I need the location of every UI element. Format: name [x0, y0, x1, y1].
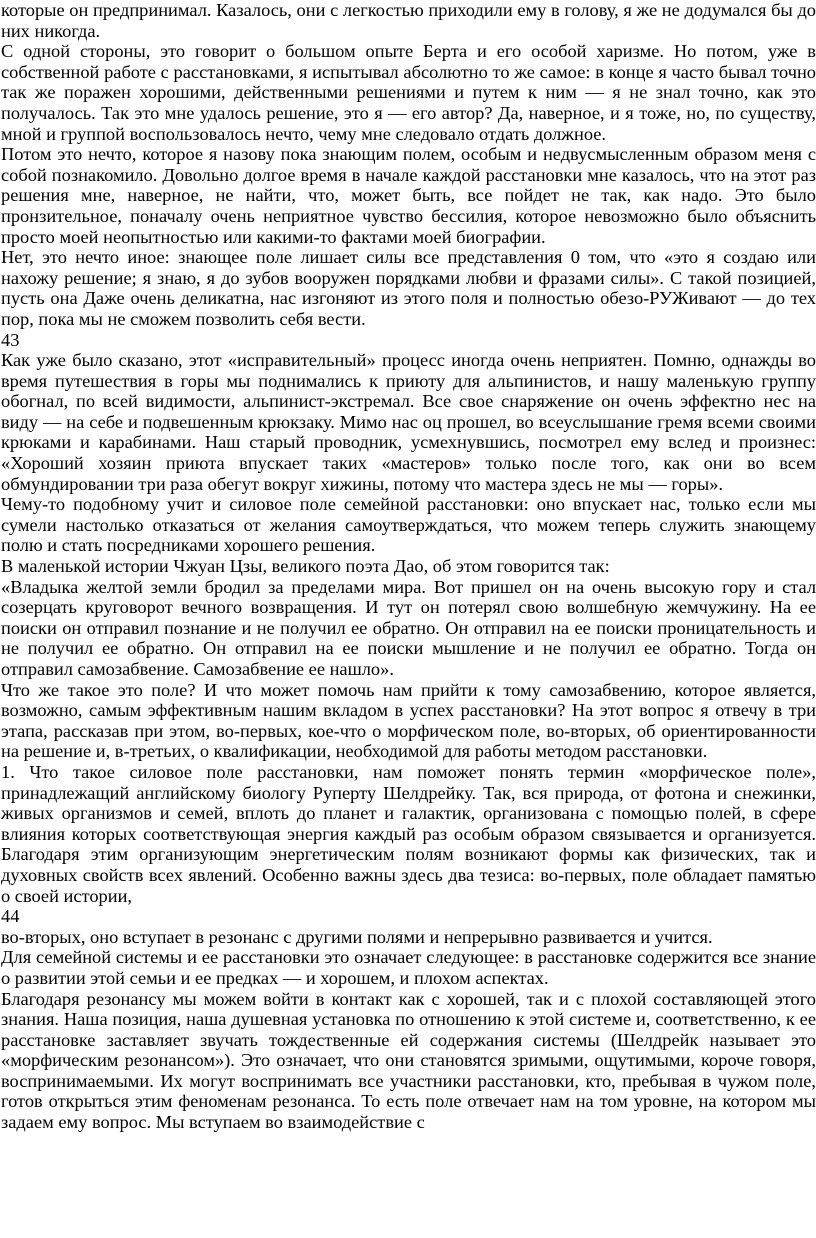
paragraph: 1. Что такое силовое поле расстановки, нам поможет понять термин «морфическое поле», принадлежащий английскому биологу Руперту Шелдрейку. Так, вся природа, от фотона и снежинки, живых организмов и семей, вплоть до планет и галактик, организована с помощью полей, в сфере влияния которых соответствующая энергия каждый раз особым образом связывается и организуется. Благодаря этим организующим энергетическим полям возникают формы как физических, так и духовных свойств всех явлений. Особенно важны здесь два тезиса: во-первых, поле обладает памятью о своей истории, — [1, 761, 816, 906]
paragraph: Чему-то подобному учит и силовое поле семейной расстановки: оно впускает нас, только если мы сумели настолько отказаться от желания самоутверждаться, что можем теперь служить знающему полю и стать посредниками хорошего решения. — [1, 494, 816, 556]
paragraph: которые он предпринимал. Казалось, они с легкостью приходили ему в голову, я же не додумался бы до них никогда. — [1, 0, 816, 41]
page-number: 43 — [1, 329, 20, 350]
paragraph: С одной стороны, это говорит о большом опыте Берта и его особой харизме. Но потом, уже в собственной работе с расстановками, я испытывал абсолютно то же самое: в конце я часто бывал точно так же поражен хорошими, действенными решениями и путем к ним — я не знал точно, как это получалось. Так это мне удалось решение, это я — его автор? Да, наверное, и я тоже, но, по существу, мной и группой воспользовалось нечто, чему мне следовало отдать должное. — [1, 41, 816, 144]
paragraph: во-вторых, оно вступает в резонанс с другими полями и непрерывно развивается и учится. — [1, 926, 713, 947]
paragraph: Как уже было сказано, этот «исправительный» процесс иногда очень неприятен. Помню, однажды во время путешествия в горы мы поднимались к приюту для альпинистов, и нашу маленькую группу обогнал, по всей видимости, альпинист-экстремал. Все свое снаряжение он очень эффектно нес на виду — на себе и подвешенным крюкзаку. Мимо нас оц прошел, во всеуслышание гремя всеми своими крюками и карабинами. Наш старый проводник, усмехнувшись, посмотрел ему вслед и произнес: «Хороший хозяин приюта впускает таких «мастеров» только после того, как они во всем обмундировании три раза обегут вокруг хижины, потому что мастера здесь не мы — горы». — [1, 350, 816, 494]
paragraph: Благодаря резонансу мы можем войти в контакт как с хорошей, так и с плохой составляющей этого знания. Наша позиция, наша душевная установка по отношению к этой системе и, соответственно, к ее расстановке заставляет звучать тождественные ей содержания системы (Шелдрейк называет это «морфическим резонансом»). Это означает, что они становятся зримыми, ощутимыми, короче говоря, воспринимаемыми. Их могут воспринимать все участники расстановки, кто, пребывая в чужом поле, готов открыться этим феноменам резонанса. То есть поле отвечает нам на том уровне, на котором мы задаем ему вопрос. Мы вступаем во взаимодействие с — [1, 988, 816, 1133]
paragraph: Нет, это нечто иное: знающее поле лишает силы все представления 0 том, что «это я создаю или нахожу решение; я знаю, я до зубов вооружен порядками любви и фразами силы». С такой позицией, пусть она Даже очень деликатна, нас изгоняют из этого поля и полностью обезо-РУЖивают — до тех пор, пока мы не сможем позволить себя вести. — [1, 247, 816, 329]
page-number: 44 — [1, 906, 20, 927]
document-body — [1, 0, 816, 1133]
paragraph: В маленькой истории Чжуан Цзы, великого поэта Дао, об этом говорится так: — [1, 556, 610, 577]
paragraph: Что же такое это поле? И что может помочь нам прийти к тому самозабвению, которое является, возможно, самым эффективным нашим вкладом в успех расстановки? На этот вопрос я отвечу в три этапа, рассказав при этом, во-первых, кое-что о морфическом поле, во-вторых, об ориентированности на решение и, в-третьих, о квалификации, необходимой для работы методом расстановки. — [1, 679, 816, 762]
paragraph: Для семейной системы и ее расстановки это означает следующее: в расстановке содержится все знание о развитии этой семьи и ее предках — и хорошем, и плохом аспектах. — [1, 947, 816, 988]
paragraph: Потом это нечто, которое я назову пока знающим полем, особым и недвусмысленным образом меня с собой познакомило. Довольно долгое время в начале каждой расстановки мне казалось, что на этот раз решения мне, наверное, не найти, что, может быть, все пойдет не так, как надо. Это было пронзительное, поначалу очень неприятное чувство бессилия, которое невозможно было объяснить просто моей неопытностью или какими-то фактами моей биографии. — [1, 144, 816, 247]
paragraph: «Владыка желтой земли бродил за пределами мира. Вот пришел он на очень высокую гору и стал созерцать круговорот вечного возвращения. И тут он потерял свою волшебную жемчужину. На ее поиски он отправил познание и не получил ее обратно. Он отправил на ее поиски проницательность и не получил ее обратно. Он отправил на ее поиски мышление и не получил ее обратно. Тогда он отправил самозабвение. Самозабвение ее нашло». — [1, 576, 816, 679]
